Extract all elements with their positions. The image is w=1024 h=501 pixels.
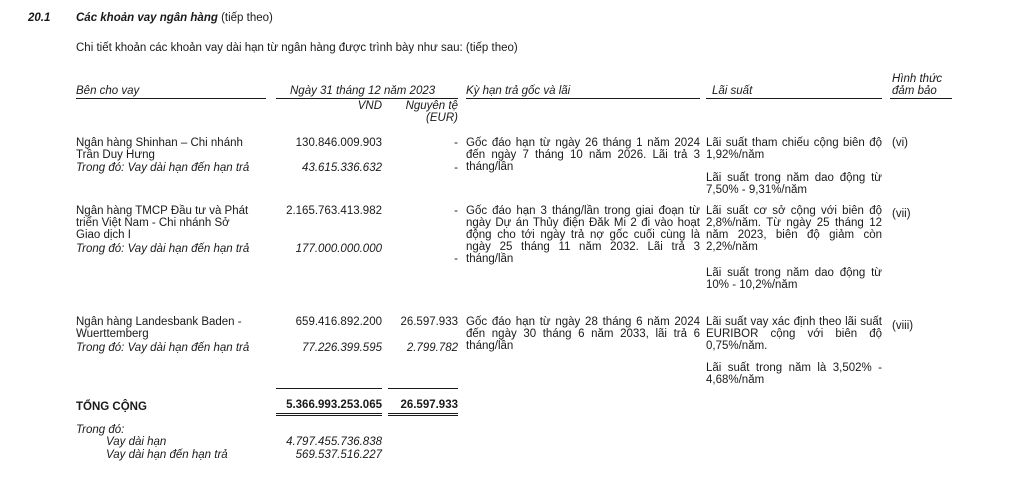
row1-collateral: (vi) — [892, 137, 908, 149]
section-title-suffix: (tiếp theo) — [221, 12, 273, 24]
header-collateral-1: Hình thức — [892, 73, 943, 85]
total-vnd: 5.366.993.253.065 — [286, 399, 382, 411]
row3-rate-2: Lãi suất trong năm là 3,502% - 4,68%/năm — [706, 362, 882, 386]
row3-sub-label: Trong đó: Vay dài hạn đến hạn trả — [76, 342, 250, 354]
total-double-rule-vnd — [276, 413, 382, 414]
header-collateral-2: đảm bảo — [892, 85, 937, 97]
header-lender: Bên cho vay — [76, 85, 140, 97]
header-underline — [706, 98, 882, 99]
row3-lender-1: Ngân hàng Landesbank Baden - — [76, 316, 242, 328]
row3-lender-2: Wuerttemberg — [76, 328, 149, 340]
row3-vnd: 659.416.892.200 — [295, 316, 382, 328]
row2-rate-2: Lãi suất trong năm dao động từ 10% - 10,2%/năm — [706, 267, 882, 291]
breakdown-item-value: 569.537.516.227 — [295, 449, 382, 461]
header-vnd: VND — [357, 100, 382, 112]
header-rate: Lãi suất — [712, 85, 753, 97]
row1-lender-2: Trần Duy Hưng — [76, 149, 155, 161]
header-term: Kỳ hạn trả gốc và lãi — [466, 85, 571, 97]
total-double-rule-vnd — [276, 415, 382, 416]
header-orig-1: Nguyên tệ — [405, 100, 458, 112]
row2-rate-1: Lãi suất cơ sở cộng với biên độ 2,8%/năm. Từ ngày 25 tháng 12 năm 2023, biên độ giảm còn 2,2%/năm — [706, 205, 882, 253]
row3-term: Gốc đáo hạn từ ngày 28 tháng 6 năm 2024 đến ngày 30 tháng 6 năm 2033, lãi trả 6 tháng/lần — [466, 316, 700, 352]
row2-vnd: 2.165.763.413.982 — [286, 205, 382, 217]
row1-eur: - — [454, 137, 458, 149]
row2-lender-2: triển Việt Nam - Chi nhánh Sở — [76, 217, 230, 229]
row1-lender-1: Ngân hàng Shinhan – Chi nhánh — [76, 137, 243, 149]
row2-sub-label: Trong đó: Vay dài hạn đến hạn trả — [76, 243, 250, 255]
row2-vnd-sub: 177.000.000.000 — [295, 243, 382, 255]
breakdown-item-label: Vay dài hạn đến hạn trả — [106, 449, 228, 461]
row3-collateral: (viii) — [892, 320, 914, 332]
header-orig-2: (EUR) — [426, 112, 458, 124]
row1-vnd-sub: 43.615.336.632 — [302, 162, 382, 174]
header-underline — [276, 98, 458, 99]
row2-lender-1: Ngân hàng TMCP Đầu tư và Phát — [76, 205, 249, 217]
row1-eur-sub: - — [454, 162, 458, 174]
row2-eur-sub: - — [454, 253, 458, 265]
row1-term: Gốc đáo hạn từ ngày 26 tháng 1 năm 2024 đến ngày 7 tháng 10 năm 2026. Lãi trả 3 tháng/lần — [466, 137, 700, 173]
row1-rate-2: Lãi suất trong năm dao động từ 7,50% - 9,31%/năm — [706, 172, 882, 196]
total-rule-eur — [388, 388, 458, 389]
row2-lender-3: Giao dịch I — [76, 229, 131, 241]
total-double-rule-eur — [388, 413, 458, 414]
row1-sub-label: Trong đó: Vay dài hạn đến hạn trả — [76, 162, 250, 174]
header-underline — [76, 98, 266, 99]
row3-rate-1: Lãi suất vay xác định theo lãi suất EURIBOR cộng với biên độ 0,75%/năm. — [706, 316, 882, 352]
row3-eur-sub: 2.799.782 — [406, 342, 458, 354]
section-title — [76, 12, 273, 24]
total-rule-vnd — [276, 388, 382, 389]
breakdown-label: Trong đó: — [76, 424, 125, 436]
total-eur: 26.597.933 — [400, 399, 458, 411]
header-underline — [466, 98, 700, 99]
header-underline — [890, 98, 952, 99]
total-double-rule-eur — [388, 415, 458, 416]
section-title-text: Các khoản vay ngân hàng — [76, 12, 218, 24]
section-intro: Chi tiết khoản các khoản vay dài hạn từ ngân hàng được trình bày như sau: (tiếp theo) — [76, 42, 518, 54]
row3-vnd-sub: 77.226.399.595 — [302, 342, 382, 354]
section-number: 20.1 — [28, 12, 51, 24]
row1-vnd: 130.846.009.903 — [295, 137, 382, 149]
row2-term: Gốc đáo hạn 3 tháng/lần trong giai đoạn từ ngày Dự án Thủy điện Đăk Mi 2 đi vào hoạt động cho tới ngày trả nợ gốc cuối cùng là ngày 25 tháng 11 năm 2032. Lãi trả 3 tháng/lần — [466, 205, 700, 265]
header-date: Ngày 31 tháng 12 năm 2023 — [290, 85, 436, 97]
row2-collateral: (vii) — [892, 208, 911, 220]
breakdown-item-value: 4.797.455.736.838 — [286, 436, 382, 448]
row3-eur: 26.597.933 — [400, 316, 458, 328]
total-label: TỔNG CỘNG — [76, 401, 147, 413]
row1-rate-1: Lãi suất tham chiếu cộng biên độ 1,92%/năm — [706, 137, 882, 161]
breakdown-item-label: Vay dài hạn — [106, 436, 167, 448]
row2-eur: - — [454, 205, 458, 217]
